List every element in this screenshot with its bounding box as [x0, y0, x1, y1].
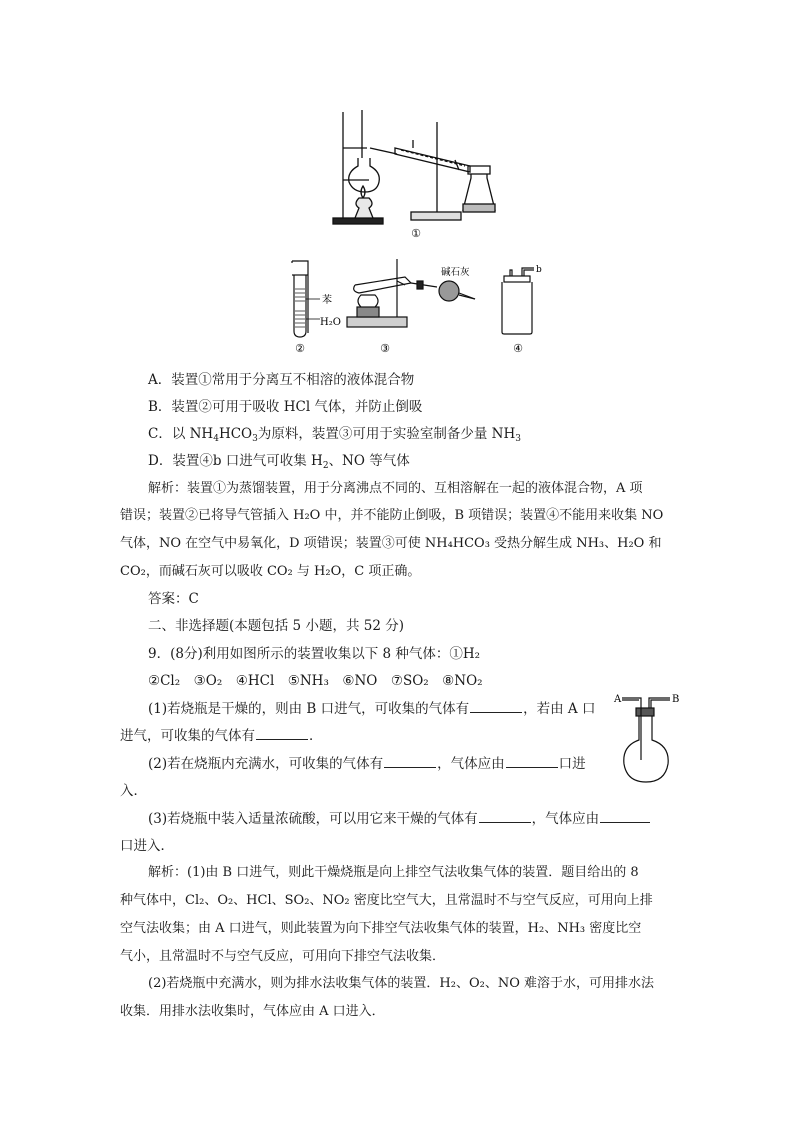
apparatus-figure-1	[325, 100, 505, 240]
apparatus-figure-2	[278, 255, 348, 355]
answer-blank-4[interactable]	[506, 755, 558, 768]
benzene-label: 苯	[322, 295, 332, 306]
q9-p3b: ，气体应由	[531, 811, 600, 827]
soda-lime-label: 碱石灰	[441, 267, 470, 278]
option-c-mid: HCO	[218, 426, 253, 442]
analysis2-line3: 空气法收集；由 A 口进气，则此装置为向下排空气法收集气体的装置，H₂、NH₃ 密度比空	[120, 921, 642, 936]
inlet-a-label: A	[614, 694, 622, 705]
q9-gases: ②Cl₂ ③O₂ ④HCl ⑤NH₃ ⑥NO ⑦SO₂ ⑧NO₂	[148, 673, 483, 689]
figure-label-2: ②	[295, 342, 305, 355]
analysis2-line2: 种气体中，Cl₂、O₂、HCl、SO₂、NO₂ 密度比空气大，且常温时不与空气反应，可用向上排	[120, 893, 653, 908]
q9-part1-line1	[148, 700, 595, 718]
option-d-pre: D．装置④b 口进气可收集 H	[148, 453, 323, 469]
q9-p2c: 口进	[558, 756, 586, 772]
q9-p1a: (1)若烧瓶是干燥的，则由 B 口进气，可收集的气体有	[148, 701, 470, 717]
figure-label-4: ④	[513, 342, 523, 355]
option-c-post: 为原料，装置③可用于实验室制备少量 NH	[257, 426, 516, 442]
q9-p2a: (2)若在烧瓶内充满水，可收集的气体有	[148, 756, 384, 772]
q9-part2-line2: 入．	[120, 783, 147, 799]
outlet-b-label: b	[536, 265, 542, 275]
analysis2-line6: 收集．用排水法收集时，气体应由 A 口进入．	[120, 1004, 385, 1019]
q9-part1-line2	[120, 727, 323, 745]
answer-blank-6[interactable]	[600, 810, 650, 823]
apparatus-figure-4	[490, 262, 550, 356]
figure-label-3: ③	[380, 342, 390, 355]
answer-blank-1[interactable]	[470, 700, 522, 713]
option-c-pre: C．以 NH	[148, 426, 214, 442]
answer-text: 答案：C	[148, 591, 199, 607]
answer-blank-2[interactable]	[256, 727, 308, 740]
q9-p2b: ，气体应由	[437, 756, 505, 772]
option-c-sub3: 3	[515, 434, 521, 444]
option-c-sub1: 4	[213, 434, 219, 444]
q9-part2-line1	[148, 755, 586, 773]
analysis1-line4: CO₂，而碱石灰可以吸收 CO₂ 与 H₂O，C 项正确。	[120, 564, 421, 579]
analysis1-line3: 气体，NO 在空气中易氧化，D 项错误；装置③可使 NH₄HCO₃ 受热分解生成 NH₃、H₂O 和	[120, 536, 662, 551]
q9-part3-line1	[148, 810, 651, 828]
q9-flask-figure	[612, 690, 682, 790]
q9-p3a: (3)若烧瓶中装入适量浓硫酸，可以用它来干燥的气体有	[148, 811, 478, 827]
inlet-b-label: B	[672, 694, 680, 705]
option-d-post: 、NO 等气体	[328, 453, 410, 469]
water-label: H₂O	[320, 317, 341, 328]
q9-part3-line2: 口进入．	[120, 838, 174, 854]
answer-blank-5[interactable]	[479, 810, 531, 823]
q9-p1c: 进气，可收集的气体有	[120, 728, 255, 744]
figure-label-1: ①	[411, 227, 421, 240]
q9-stem: 9．(8分)利用如图所示的装置收集以下 8 种气体：①H₂	[148, 646, 481, 662]
option-c-sub2: 3	[252, 434, 258, 444]
section-heading: 二、非选择题(本题包括 5 小题，共 52 分)	[148, 618, 404, 634]
analysis2-line4: 气小，且常温时不与空气反应，可用向下排空气法收集．	[120, 949, 446, 964]
analysis1-line2: 错误；装置②已将导气管插入 H₂O 中，并不能防止倒吸，B 项错误；装置④不能用来收集 NO	[120, 508, 664, 523]
option-a: A．装置①常用于分离互不相溶的液体混合物	[148, 372, 415, 388]
apparatus-figure-3	[345, 255, 485, 355]
option-d	[148, 452, 410, 470]
q9-p1d: ．	[309, 728, 323, 744]
option-c	[148, 425, 521, 443]
analysis1-line1: 解析：装置①为蒸馏装置，用于分离沸点不同的、互相溶解在一起的液体混合物，A 项	[148, 481, 643, 496]
analysis2-line5: (2)若烧瓶中充满水，则为排水法收集气体的装置．H₂、O₂、NO 难溶于水，可用排水法	[148, 976, 654, 991]
option-b: B．装置②可用于吸收 HCl 气体，并防止倒吸	[148, 399, 423, 415]
answer-blank-3[interactable]	[384, 755, 436, 768]
q9-p1b: ，若由 A 口	[523, 701, 596, 717]
analysis2-line1: 解析：(1)由 B 口进气，则此干燥烧瓶是向上排空气法收集气体的装置．题目给出的 8	[148, 865, 639, 880]
option-d-sub: 2	[322, 461, 329, 471]
